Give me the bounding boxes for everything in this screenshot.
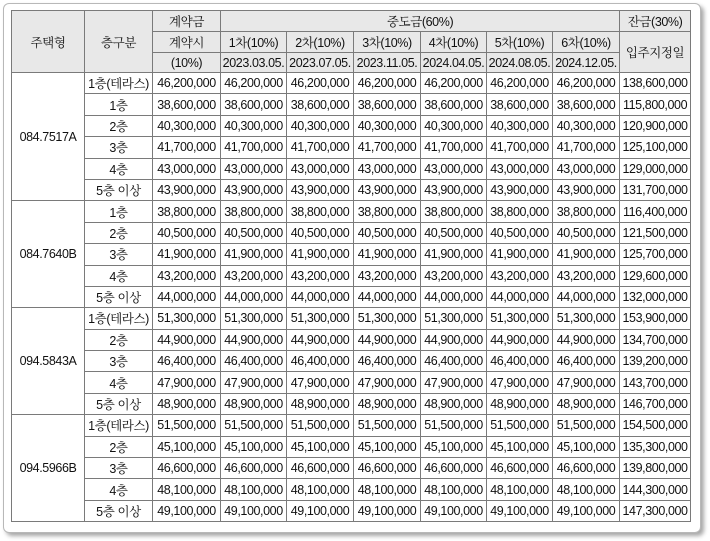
installment-cell: 46,200,000 <box>287 73 354 94</box>
floor-cell: 5층 이상 <box>85 500 153 521</box>
installment-cell: 40,300,000 <box>553 115 620 136</box>
deposit-cell: 43,900,000 <box>153 179 221 200</box>
floor-cell: 1층(테라스) <box>85 308 153 329</box>
installment-cell: 48,900,000 <box>221 393 287 414</box>
header-deposit-pct: (10%) <box>153 53 221 73</box>
installment-cell: 45,100,000 <box>354 436 421 457</box>
installment-cell: 46,600,000 <box>553 458 620 479</box>
installment-cell: 43,000,000 <box>553 158 620 179</box>
installment-cell: 43,200,000 <box>221 265 287 286</box>
housing-type-cell: 084.7640B <box>12 201 85 308</box>
header-installment-label: 1차(10%) <box>221 32 287 53</box>
installment-cell: 43,900,000 <box>487 179 553 200</box>
installment-cell: 48,900,000 <box>354 393 421 414</box>
installment-cell: 46,200,000 <box>487 73 553 94</box>
installment-cell: 43,000,000 <box>487 158 553 179</box>
installment-cell: 49,100,000 <box>553 500 620 521</box>
table-row <box>12 286 691 307</box>
table-row <box>12 308 691 329</box>
installment-cell: 41,700,000 <box>354 137 421 158</box>
floor-cell: 2층 <box>85 436 153 457</box>
installment-cell: 40,500,000 <box>287 222 354 243</box>
header-installment-date: 2023.11.05. <box>354 53 421 73</box>
floor-cell: 3층 <box>85 458 153 479</box>
floor-cell: 4층 <box>85 158 153 179</box>
housing-type-cell: 094.5843A <box>12 308 85 415</box>
installment-cell: 46,400,000 <box>487 351 553 372</box>
installment-cell: 51,500,000 <box>487 415 553 436</box>
table-row <box>12 94 691 115</box>
installment-cell: 38,600,000 <box>421 94 487 115</box>
installment-cell: 40,500,000 <box>421 222 487 243</box>
installment-cell: 51,300,000 <box>354 308 421 329</box>
installment-cell: 51,500,000 <box>354 415 421 436</box>
deposit-cell: 51,500,000 <box>153 415 221 436</box>
installment-cell: 51,300,000 <box>487 308 553 329</box>
header-deposit-sub: 계약시 <box>153 32 221 53</box>
installment-cell: 43,200,000 <box>287 265 354 286</box>
installment-cell: 41,700,000 <box>553 137 620 158</box>
deposit-cell: 40,300,000 <box>153 115 221 136</box>
installment-cell: 48,100,000 <box>287 479 354 500</box>
table-header <box>12 11 691 73</box>
deposit-cell: 48,900,000 <box>153 393 221 414</box>
installment-cell: 46,600,000 <box>421 458 487 479</box>
installment-cell: 40,500,000 <box>553 222 620 243</box>
installment-cell: 45,100,000 <box>287 436 354 457</box>
table-row <box>12 179 691 200</box>
installment-cell: 44,000,000 <box>421 286 487 307</box>
header-installment-date: 2023.07.05. <box>287 53 354 73</box>
installment-cell: 38,600,000 <box>487 94 553 115</box>
balance-cell: 116,400,000 <box>620 201 691 222</box>
balance-cell: 121,500,000 <box>620 222 691 243</box>
header-installment-label: 5차(10%) <box>487 32 553 53</box>
table-row <box>12 479 691 500</box>
balance-cell: 125,700,000 <box>620 244 691 265</box>
deposit-cell: 38,800,000 <box>153 201 221 222</box>
floor-cell: 1층 <box>85 201 153 222</box>
installment-cell: 46,400,000 <box>221 351 287 372</box>
installment-cell: 49,100,000 <box>221 500 287 521</box>
installment-cell: 46,400,000 <box>354 351 421 372</box>
floor-cell: 2층 <box>85 115 153 136</box>
header-middle-payment-group: 중도금(60%) <box>221 11 620 32</box>
installment-cell: 38,800,000 <box>421 201 487 222</box>
installment-cell: 44,900,000 <box>487 329 553 350</box>
installment-cell: 48,900,000 <box>421 393 487 414</box>
installment-cell: 48,900,000 <box>287 393 354 414</box>
installment-cell: 44,000,000 <box>553 286 620 307</box>
installment-cell: 44,000,000 <box>287 286 354 307</box>
floor-cell: 3층 <box>85 244 153 265</box>
balance-cell: 139,800,000 <box>620 458 691 479</box>
balance-cell: 147,300,000 <box>620 500 691 521</box>
installment-cell: 47,900,000 <box>221 372 287 393</box>
installment-cell: 40,300,000 <box>287 115 354 136</box>
installment-cell: 49,100,000 <box>487 500 553 521</box>
installment-cell: 43,000,000 <box>354 158 421 179</box>
installment-cell: 51,500,000 <box>287 415 354 436</box>
installment-cell: 43,900,000 <box>354 179 421 200</box>
installment-cell: 41,900,000 <box>553 244 620 265</box>
floor-cell: 5층 이상 <box>85 286 153 307</box>
installment-cell: 48,100,000 <box>553 479 620 500</box>
installment-cell: 45,100,000 <box>553 436 620 457</box>
installment-cell: 38,800,000 <box>287 201 354 222</box>
installment-cell: 45,100,000 <box>221 436 287 457</box>
installment-cell: 46,400,000 <box>553 351 620 372</box>
table-row <box>12 201 691 222</box>
balance-cell: 129,600,000 <box>620 265 691 286</box>
installment-cell: 41,900,000 <box>421 244 487 265</box>
header-floor: 층구분 <box>85 11 153 73</box>
deposit-cell: 43,000,000 <box>153 158 221 179</box>
balance-cell: 120,900,000 <box>620 115 691 136</box>
installment-cell: 48,100,000 <box>421 479 487 500</box>
installment-cell: 48,100,000 <box>487 479 553 500</box>
installment-cell: 46,600,000 <box>287 458 354 479</box>
installment-cell: 41,700,000 <box>221 137 287 158</box>
installment-cell: 51,300,000 <box>221 308 287 329</box>
balance-cell: 129,000,000 <box>620 158 691 179</box>
installment-cell: 41,700,000 <box>421 137 487 158</box>
table-row <box>12 222 691 243</box>
installment-cell: 46,600,000 <box>354 458 421 479</box>
installment-cell: 38,800,000 <box>354 201 421 222</box>
installment-cell: 44,900,000 <box>421 329 487 350</box>
deposit-cell: 46,400,000 <box>153 351 221 372</box>
installment-cell: 40,500,000 <box>487 222 553 243</box>
header-installment-date: 2024.04.05. <box>421 53 487 73</box>
installment-cell: 46,400,000 <box>287 351 354 372</box>
deposit-cell: 46,600,000 <box>153 458 221 479</box>
deposit-cell: 51,300,000 <box>153 308 221 329</box>
installment-cell: 43,200,000 <box>421 265 487 286</box>
header-installment-label: 3차(10%) <box>354 32 421 53</box>
deposit-cell: 48,100,000 <box>153 479 221 500</box>
table-row <box>12 351 691 372</box>
floor-cell: 4층 <box>85 265 153 286</box>
floor-cell: 2층 <box>85 222 153 243</box>
table-row <box>12 158 691 179</box>
installment-cell: 51,500,000 <box>421 415 487 436</box>
installment-cell: 43,000,000 <box>221 158 287 179</box>
header-deposit-group: 계약금 <box>153 11 221 32</box>
installment-cell: 46,200,000 <box>221 73 287 94</box>
deposit-cell: 47,900,000 <box>153 372 221 393</box>
floor-cell: 5층 이상 <box>85 179 153 200</box>
table-row <box>12 372 691 393</box>
installment-cell: 48,100,000 <box>221 479 287 500</box>
table-row <box>12 458 691 479</box>
installment-cell: 41,900,000 <box>221 244 287 265</box>
installment-cell: 41,700,000 <box>487 137 553 158</box>
deposit-cell: 41,900,000 <box>153 244 221 265</box>
deposit-cell: 46,200,000 <box>153 73 221 94</box>
deposit-cell: 44,000,000 <box>153 286 221 307</box>
header-installment-label: 6차(10%) <box>553 32 620 53</box>
installment-cell: 46,200,000 <box>553 73 620 94</box>
deposit-cell: 40,500,000 <box>153 222 221 243</box>
table-row <box>12 393 691 414</box>
installment-cell: 51,300,000 <box>421 308 487 329</box>
header-move-in-date: 입주지정일 <box>620 32 691 73</box>
installment-cell: 40,500,000 <box>221 222 287 243</box>
installment-cell: 43,900,000 <box>221 179 287 200</box>
table-row <box>12 265 691 286</box>
header-installment-label: 2차(10%) <box>287 32 354 53</box>
installment-cell: 46,600,000 <box>487 458 553 479</box>
floor-cell: 3층 <box>85 351 153 372</box>
balance-cell: 143,700,000 <box>620 372 691 393</box>
installment-cell: 40,300,000 <box>421 115 487 136</box>
installment-cell: 47,900,000 <box>354 372 421 393</box>
installment-cell: 46,200,000 <box>354 73 421 94</box>
table-row <box>12 244 691 265</box>
installment-cell: 44,900,000 <box>221 329 287 350</box>
balance-cell: 139,200,000 <box>620 351 691 372</box>
housing-type-cell: 094.5966B <box>12 415 85 522</box>
installment-cell: 44,900,000 <box>553 329 620 350</box>
installment-cell: 38,600,000 <box>553 94 620 115</box>
installment-cell: 46,200,000 <box>421 73 487 94</box>
floor-cell: 2층 <box>85 329 153 350</box>
installment-cell: 48,900,000 <box>553 393 620 414</box>
installment-cell: 49,100,000 <box>287 500 354 521</box>
header-balance-group: 잔금(30%) <box>620 11 691 32</box>
floor-cell: 5층 이상 <box>85 393 153 414</box>
deposit-cell: 49,100,000 <box>153 500 221 521</box>
balance-cell: 115,800,000 <box>620 94 691 115</box>
installment-cell: 45,100,000 <box>487 436 553 457</box>
installment-cell: 51,300,000 <box>553 308 620 329</box>
deposit-cell: 38,600,000 <box>153 94 221 115</box>
balance-cell: 125,100,000 <box>620 137 691 158</box>
installment-cell: 51,500,000 <box>553 415 620 436</box>
installment-cell: 51,500,000 <box>221 415 287 436</box>
table-row <box>12 137 691 158</box>
installment-cell: 47,900,000 <box>421 372 487 393</box>
balance-cell: 138,600,000 <box>620 73 691 94</box>
floor-cell: 1층(테라스) <box>85 73 153 94</box>
installment-cell: 38,600,000 <box>354 94 421 115</box>
installment-cell: 48,900,000 <box>487 393 553 414</box>
header-housing-type: 주택형 <box>12 11 85 73</box>
installment-cell: 47,900,000 <box>553 372 620 393</box>
installment-cell: 41,900,000 <box>354 244 421 265</box>
installment-cell: 43,900,000 <box>421 179 487 200</box>
header-installment-date: 2024.12.05. <box>553 53 620 73</box>
table-row <box>12 329 691 350</box>
installment-cell: 43,900,000 <box>287 179 354 200</box>
table-row <box>12 415 691 436</box>
deposit-cell: 44,900,000 <box>153 329 221 350</box>
installment-cell: 46,600,000 <box>221 458 287 479</box>
balance-cell: 153,900,000 <box>620 308 691 329</box>
table-row <box>12 73 691 94</box>
installment-cell: 49,100,000 <box>354 500 421 521</box>
floor-cell: 1층 <box>85 94 153 115</box>
balance-cell: 146,700,000 <box>620 393 691 414</box>
installment-cell: 51,300,000 <box>287 308 354 329</box>
installment-cell: 44,000,000 <box>487 286 553 307</box>
installment-cell: 38,600,000 <box>287 94 354 115</box>
installment-cell: 41,900,000 <box>487 244 553 265</box>
installment-cell: 43,900,000 <box>553 179 620 200</box>
floor-cell: 1층(테라스) <box>85 415 153 436</box>
deposit-cell: 45,100,000 <box>153 436 221 457</box>
table-row <box>12 115 691 136</box>
balance-cell: 144,300,000 <box>620 479 691 500</box>
floor-cell: 4층 <box>85 372 153 393</box>
installment-cell: 38,800,000 <box>487 201 553 222</box>
floor-cell: 3층 <box>85 137 153 158</box>
installment-cell: 45,100,000 <box>421 436 487 457</box>
installment-cell: 43,000,000 <box>421 158 487 179</box>
floor-cell: 4층 <box>85 479 153 500</box>
table-row <box>12 500 691 521</box>
table-body <box>12 73 691 522</box>
balance-cell: 132,000,000 <box>620 286 691 307</box>
installment-cell: 43,200,000 <box>553 265 620 286</box>
installment-cell: 44,000,000 <box>354 286 421 307</box>
installment-cell: 38,800,000 <box>553 201 620 222</box>
installment-cell: 41,900,000 <box>287 244 354 265</box>
installment-cell: 38,600,000 <box>221 94 287 115</box>
installment-cell: 40,500,000 <box>354 222 421 243</box>
housing-type-cell: 084.7517A <box>12 73 85 201</box>
balance-cell: 131,700,000 <box>620 179 691 200</box>
table-row <box>12 436 691 457</box>
installment-cell: 43,200,000 <box>354 265 421 286</box>
installment-cell: 44,900,000 <box>287 329 354 350</box>
installment-cell: 43,200,000 <box>487 265 553 286</box>
balance-cell: 134,700,000 <box>620 329 691 350</box>
installment-cell: 38,800,000 <box>221 201 287 222</box>
installment-cell: 49,100,000 <box>421 500 487 521</box>
installment-cell: 40,300,000 <box>221 115 287 136</box>
header-installment-date: 2023.03.05. <box>221 53 287 73</box>
installment-cell: 40,300,000 <box>487 115 553 136</box>
installment-cell: 44,000,000 <box>221 286 287 307</box>
balance-cell: 154,500,000 <box>620 415 691 436</box>
installment-cell: 47,900,000 <box>487 372 553 393</box>
installment-cell: 47,900,000 <box>287 372 354 393</box>
installment-cell: 48,100,000 <box>354 479 421 500</box>
deposit-cell: 41,700,000 <box>153 137 221 158</box>
header-installment-date: 2024.08.05. <box>487 53 553 73</box>
installment-cell: 44,900,000 <box>354 329 421 350</box>
header-installment-label: 4차(10%) <box>421 32 487 53</box>
installment-cell: 41,700,000 <box>287 137 354 158</box>
installment-cell: 43,000,000 <box>287 158 354 179</box>
balance-cell: 135,300,000 <box>620 436 691 457</box>
payment-schedule-table <box>11 10 691 522</box>
deposit-cell: 43,200,000 <box>153 265 221 286</box>
installment-cell: 40,300,000 <box>354 115 421 136</box>
installment-cell: 46,400,000 <box>421 351 487 372</box>
